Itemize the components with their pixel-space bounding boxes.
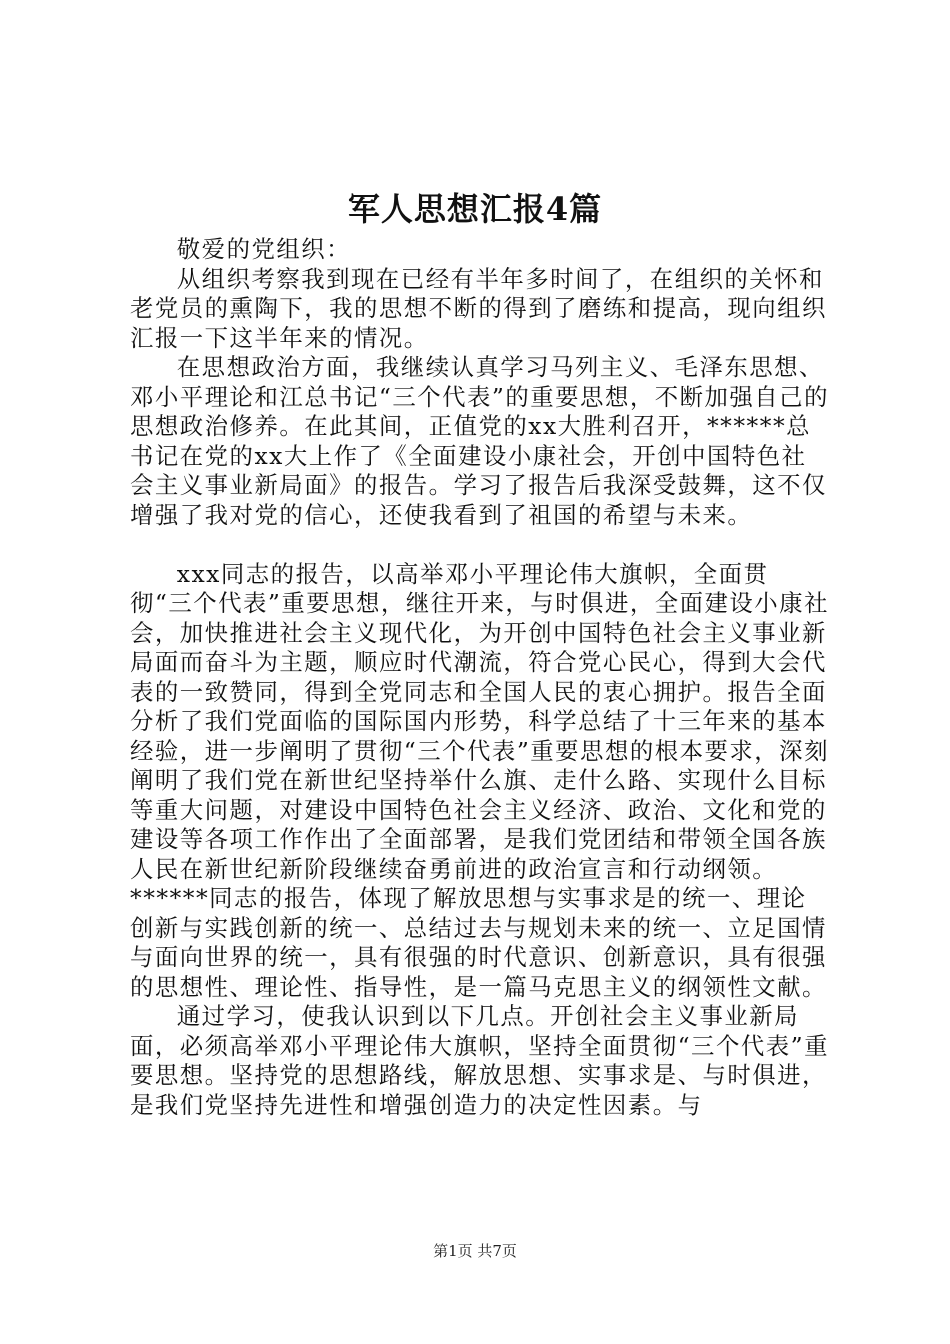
blank-line [130,530,830,560]
paragraph-1: 从组织考察我到现在已经有半年多时间了，在组织的关怀和老党员的熏陶下，我的思想不断的得到了磨练和提高，现向组织汇报一下这半年来的情况。 [130,264,827,352]
document-body [130,235,830,1120]
page-number-footer: 第1页 共7页 [433,1242,517,1260]
paragraph-3: xxx同志的报告，以高举邓小平理论伟大旗帜，全面贯彻“三个代表”重要思想，继往开来，与时俱进，全面建设小康社会，加快推进社会主义现代化，为开创中国特色社会主义事业新局面而奋斗为主题，顺应时代潮流，符合党心民心，得到大会代表的一致赞同，得到全党同志和全国人民的衷心拥护。报告全面分析了我们党面临的国际国内形势，科学总结了十三年来的基本经验，进一步阐明了贯彻“三个代表”重要思想的根本要求，深刻阐明了我们党在新世纪坚持举什么旗、走什么路、实现什么目标等重大问题，对建设中国特色社会主义经济、政治、文化和党的建设等各项工作作出了全面部署，是我们党团结和带领全国各族人民在新世纪新阶段继续奋勇前进的政治宣言和行动纲领。******同志的报告，体现了解放思想与实事求是的统一、理论创新与实践创新的统一、总结过去与规划未来的统一、立足国情与面向世界的统一，具有很强的时代意识、创新意识，具有很强的思想性、理论性、指导性，是一篇马克思主义的纲领性文献。 [130,559,829,1001]
document-title: 军人思想汇报4篇 [347,190,603,228]
paragraph-4: 通过学习，使我认识到以下几点。开创社会主义事业新局面，必须高举邓小平理论伟大旗帜，坚持全面贯彻“三个代表”重要思想。坚持党的思想路线，解放思想、实事求是、与时俱进，是我们党坚持先进性和增强创造力的决定性因素。与 [130,1002,829,1119]
paragraph-2: 在思想政治方面，我继续认真学习马列主义、毛泽东思想、邓小平理论和江总书记“三个代表”的重要思想，不断加强自己的思想政治修养。在此其间，正值党的xx大胜利召开，******总书记在党的xx大上作了《全面建设小康社会，开创中国特色社会主义事业新局面》的报告。学习了报告后我深受鼓舞，这不仅增强了我对党的信心，还使我看到了祖国的希望与未来。 [130,353,829,529]
greeting-line: 敬爱的党组织： [176,235,352,263]
